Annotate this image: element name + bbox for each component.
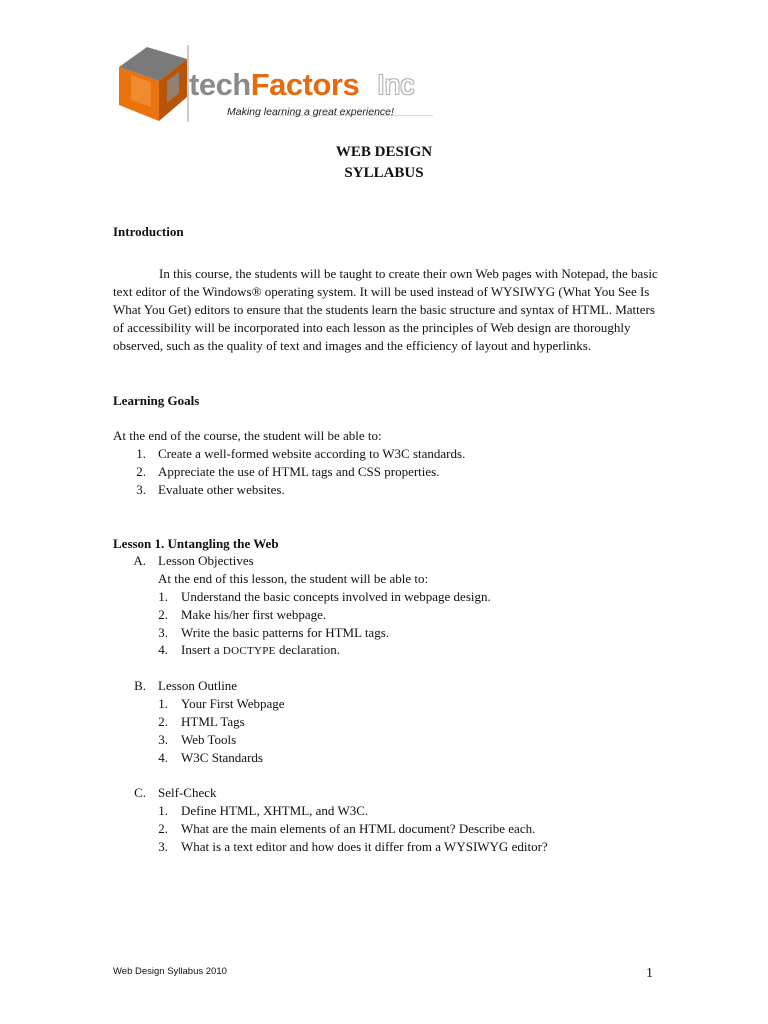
list-item: Evaluate other websites. bbox=[158, 482, 285, 497]
lesson1-heading: Lesson 1. Untangling the Web bbox=[113, 536, 279, 551]
list-item-text-pre: Insert a bbox=[181, 642, 223, 657]
introduction-heading: Introduction bbox=[113, 224, 184, 239]
logo-brand-inc: Inc bbox=[377, 69, 415, 100]
list-item: HTML Tags bbox=[181, 714, 245, 729]
section-label: B. bbox=[134, 678, 146, 693]
introduction-body: In this course, the students will be taught to create their own Web pages with Notepad, the basic text editor of the Windows® operating system. It will be used instead of WYSIWYG (What You See Is What You Get) editors to ensure that the students learn the basic structure and syntax of HTML. Matters of accessibility will be incorporated into each lesson as the principles of Web design are thoroughly observed, such as the quality of text and images and the efficiency of layout and hyperlinks. bbox=[113, 266, 658, 354]
learning-goals-intro: At the end of the course, the student will be able to: bbox=[113, 428, 382, 443]
logo-brand-factors: Factors bbox=[250, 67, 360, 102]
list-item: Create a well-formed website according to W3C standards. bbox=[158, 446, 466, 461]
lesson-outline-title: Lesson Outline bbox=[158, 678, 238, 693]
learning-goals-heading: Learning Goals bbox=[113, 393, 200, 408]
logo-tagline: Making learning a great experience! bbox=[227, 106, 394, 118]
list-item: Define HTML, XHTML, and W3C. bbox=[181, 803, 369, 818]
lesson-objectives-intro: At the end of this lesson, the student will be able to: bbox=[158, 571, 429, 586]
list-item-number: 3. bbox=[158, 732, 168, 747]
list-item bbox=[181, 643, 340, 657]
list-item: Appreciate the use of HTML tags and CSS properties. bbox=[158, 464, 440, 479]
list-item-number: 2. bbox=[158, 714, 168, 729]
list-item: Web Tools bbox=[181, 732, 237, 747]
logo-brand-name bbox=[189, 69, 359, 100]
document-title-line2: SYLLABUS bbox=[344, 165, 424, 181]
lesson-objectives-title: Lesson Objectives bbox=[158, 553, 254, 568]
section-label: C. bbox=[134, 785, 146, 800]
list-item-number: 4. bbox=[158, 750, 168, 765]
list-item: Understand the basic concepts involved in webpage design. bbox=[181, 589, 491, 604]
list-item-number: 2. bbox=[158, 607, 168, 622]
logo-brand-tech: tech bbox=[189, 67, 251, 102]
doctype-keyword: DOCTYPE bbox=[222, 645, 276, 657]
list-item-text-post: declaration. bbox=[275, 642, 340, 657]
list-item-number: 1. bbox=[136, 446, 146, 461]
section-label: A. bbox=[133, 553, 146, 568]
page-number: 1 bbox=[646, 966, 653, 981]
list-item: What are the main elements of an HTML document? Describe each. bbox=[181, 821, 536, 836]
list-item-number: 1. bbox=[158, 803, 168, 818]
list-item-number: 3. bbox=[136, 482, 146, 497]
footer-text: Web Design Syllabus 2010 bbox=[113, 966, 227, 977]
list-item-number: 3. bbox=[158, 839, 168, 854]
list-item: What is a text editor and how does it differ from a WYSIWYG editor? bbox=[181, 839, 548, 854]
list-item-number: 3. bbox=[158, 625, 168, 640]
self-check-title: Self-Check bbox=[158, 785, 217, 800]
list-item-number: 2. bbox=[136, 464, 146, 479]
list-item: Your First Webpage bbox=[181, 696, 285, 711]
list-item: Make his/her first webpage. bbox=[181, 607, 327, 622]
list-item-number: 2. bbox=[158, 821, 168, 836]
document-title-line1: WEB DESIGN bbox=[335, 144, 433, 160]
list-item: W3C Standards bbox=[181, 750, 263, 765]
list-item: Write the basic patterns for HTML tags. bbox=[181, 625, 390, 640]
list-item-number: 4. bbox=[158, 642, 168, 657]
list-item-number: 1. bbox=[158, 589, 168, 604]
techfactors-logo bbox=[113, 45, 435, 122]
list-item-number: 1. bbox=[158, 696, 168, 711]
